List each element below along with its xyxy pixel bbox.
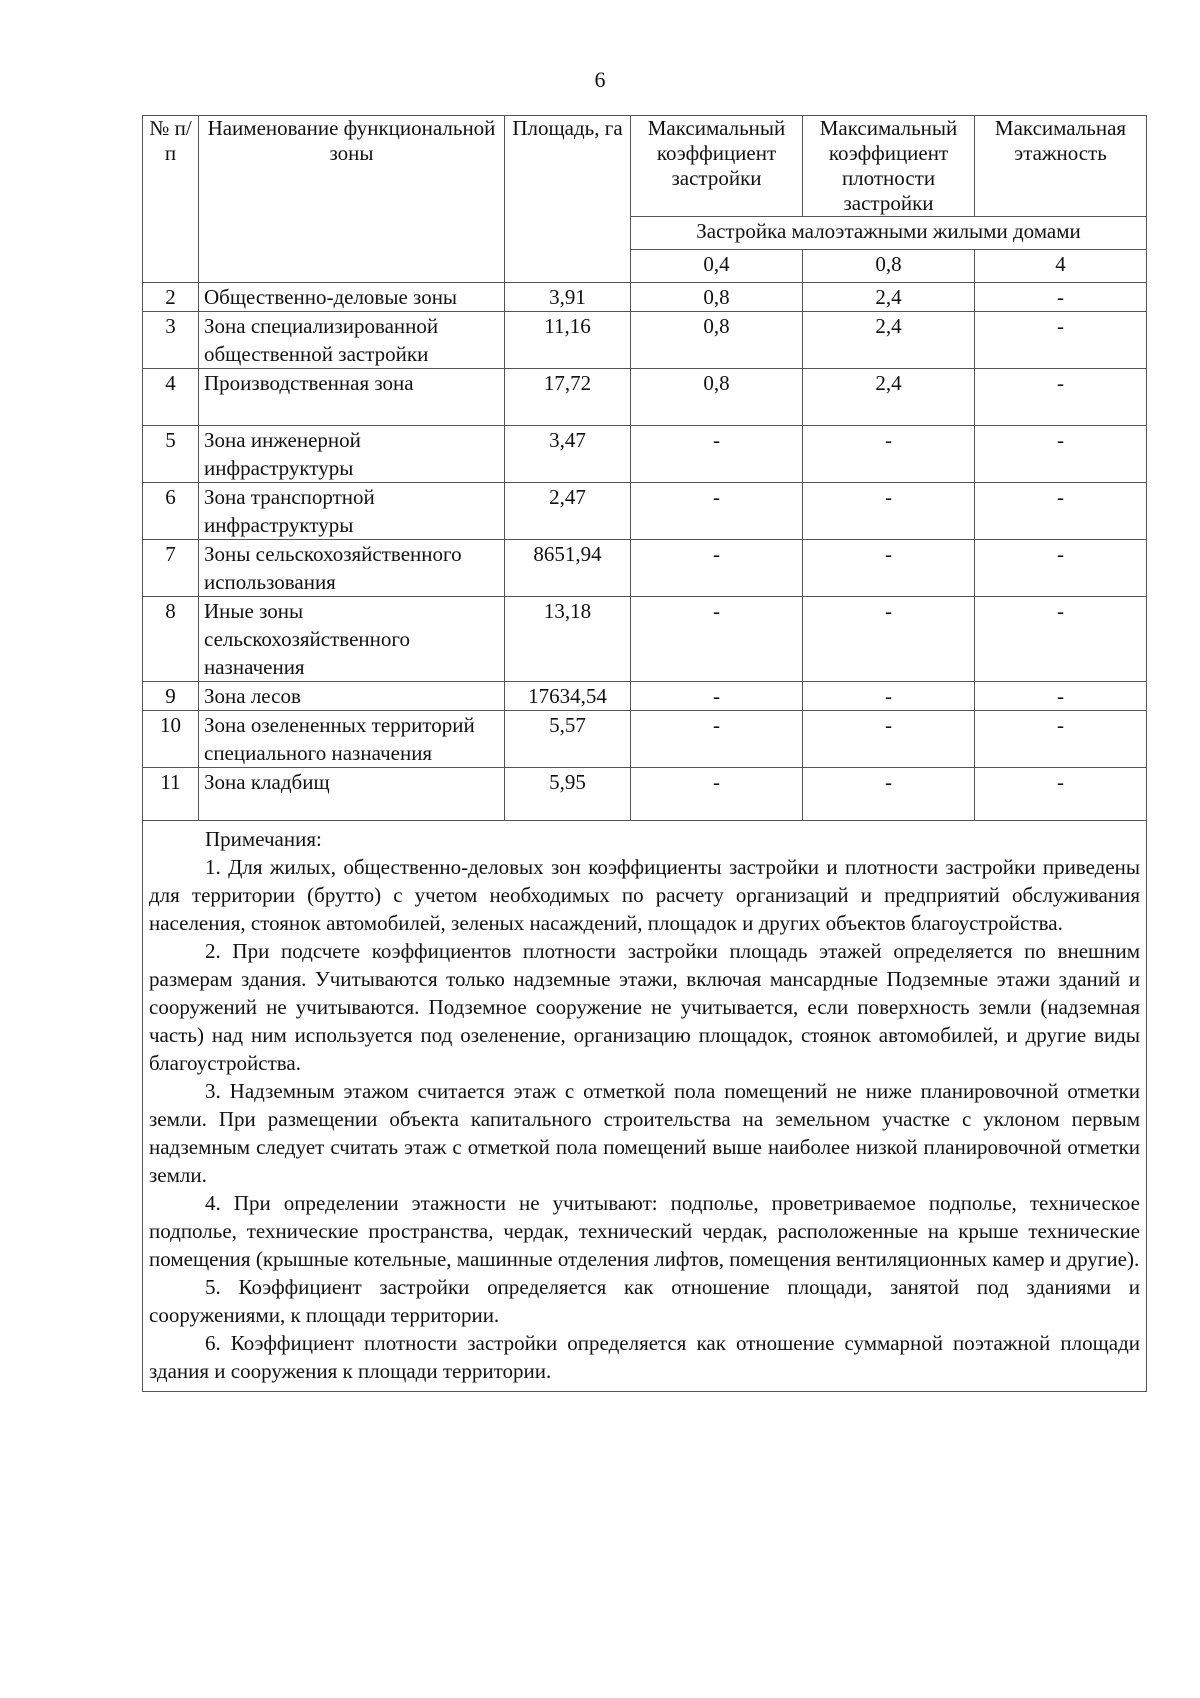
note-item: 4. При определении этажности не учитывают: подполье, проветриваемое подполье, техническое подполье, технические пространства, чердак, технический чердак, расположенные на крыше технические помещения (крышные котельные, машинные отделения лифтов, помещения вентиляционных камер и другие). [149,1191,1140,1271]
row-build-coef: - [631,711,803,768]
row-num: 7 [143,540,199,597]
table-header-row [143,116,1147,217]
row-name: Зона озелененных территорий специального назначения [199,711,505,768]
row-name: Зона инженерной инфраструктуры [199,426,505,483]
row-build-coef: 0,8 [631,369,803,426]
row-area: 8651,94 [505,540,631,597]
row-area: 3,47 [505,426,631,483]
row-density-coef: 2,4 [803,312,975,369]
note-item: 2. При подсчете коэффициентов плотности застройки площадь этажей определяется по внешним размерам здания. Учитываются только надземные этажи, включая мансардные Подземные этажи зданий и сооружений не учитываются. Подземное сооружение не учитывается, если поверхность земли (надземная часть) над ним используется под озеленение, организацию площадок, стоянок автомобилей, и другие виды благоустройства. [149,939,1140,1075]
row-density-coef: - [803,682,975,711]
row-build-coef: - [631,682,803,711]
notes-row [143,821,1147,1392]
row-area: 5,57 [505,711,631,768]
row-density-coef: - [803,597,975,682]
header-name: Наименование функциональной зоны [199,116,505,283]
subheader-label: Застройка малоэтажными жилыми домами [631,217,1147,250]
row-max-floors: - [975,711,1147,768]
row-density-coef: - [803,426,975,483]
row-num: 9 [143,682,199,711]
row-max-floors: - [975,540,1147,597]
row-max-floors: - [975,768,1147,821]
row-name: Общественно-деловые зоны [199,283,505,312]
row-name: Зона лесов [199,682,505,711]
row-area: 3,91 [505,283,631,312]
row-num: 8 [143,597,199,682]
row-num: 5 [143,426,199,483]
row-area: 2,47 [505,483,631,540]
note-item: 3. Надземным этажом считается этаж с отметкой пола помещений не ниже планировочной отметки земли. При размещении объекта капитального строительства на земельном участке с уклоном первым надземным следует считать этаж с отметкой пола помещений выше наиболее низкой планировочной отметки земли. [149,1079,1140,1187]
row-density-coef: 2,4 [803,283,975,312]
notes [143,821,1147,1392]
row-area: 13,18 [505,597,631,682]
row-build-coef: - [631,540,803,597]
row-max-floors: - [975,426,1147,483]
note-item: 1. Для жилых, общественно-деловых зон коэффициенты застройки и плотности застройки приведены для территории (брутто) с учетом необходимых по расчету организаций и предприятий обслуживания населения, стоянок автомобилей, зеленых насаждений, площадок и других объектов благоустройства. [149,855,1140,935]
row-num: 6 [143,483,199,540]
row-name: Зона кладбищ [199,768,505,821]
row-num: 4 [143,369,199,426]
table-row [143,312,1147,369]
row-name: Зоны сельскохозяйственного использования [199,540,505,597]
table-row [143,369,1147,426]
row-num: 3 [143,312,199,369]
subheader-value: 0,8 [803,250,975,283]
row-build-coef: - [631,426,803,483]
row-num: 10 [143,711,199,768]
row-density-coef: - [803,483,975,540]
page-number: 6 [594,67,606,92]
table-row [143,426,1147,483]
row-build-coef: 0,8 [631,312,803,369]
row-build-coef: - [631,483,803,540]
table-row [143,682,1147,711]
row-area: 5,95 [505,768,631,821]
table-row [143,283,1147,312]
row-name: Производственная зона [199,369,505,426]
row-max-floors: - [975,597,1147,682]
subheader-value: 0,4 [631,250,803,283]
header-max-density-coef: Максимальный коэффициент плотности застройки [803,116,975,217]
row-density-coef: - [803,711,975,768]
row-area: 17634,54 [505,682,631,711]
table-row [143,540,1147,597]
row-name: Иные зоны сельскохозяйственного назначения [199,597,505,682]
notes-title: Примечания: [205,827,322,851]
row-name: Зона транспортной инфраструктуры [199,483,505,540]
row-max-floors: - [975,483,1147,540]
note-item: 6. Коэффициент плотности застройки определяется как отношение суммарной поэтажной площади здания и сооружения к площади территории. [149,1331,1140,1383]
row-build-coef: - [631,597,803,682]
header-max-floors: Максимальная этажность [975,116,1147,217]
table-row [143,768,1147,821]
note-item: 5. Коэффициент застройки определяется как отношение площади, занятой под зданиями и сооружениями, к площади территории. [149,1275,1140,1327]
table-row [143,483,1147,540]
row-max-floors: - [975,369,1147,426]
row-num: 11 [143,768,199,821]
zones-table [142,115,1147,1392]
row-build-coef: - [631,768,803,821]
row-max-floors: - [975,283,1147,312]
header-area: Площадь, га [505,116,631,283]
header-num: № п/п [143,116,199,283]
subheader-value: 4 [975,250,1147,283]
row-build-coef: 0,8 [631,283,803,312]
row-density-coef: 2,4 [803,369,975,426]
table-row [143,597,1147,682]
row-max-floors: - [975,312,1147,369]
row-num: 2 [143,283,199,312]
row-density-coef: - [803,768,975,821]
header-max-build-coef: Максимальный коэффициент застройки [631,116,803,217]
row-max-floors: - [975,682,1147,711]
row-area: 11,16 [505,312,631,369]
table-row [143,711,1147,768]
row-density-coef: - [803,540,975,597]
row-area: 17,72 [505,369,631,426]
row-name: Зона специализированной общественной застройки [199,312,505,369]
